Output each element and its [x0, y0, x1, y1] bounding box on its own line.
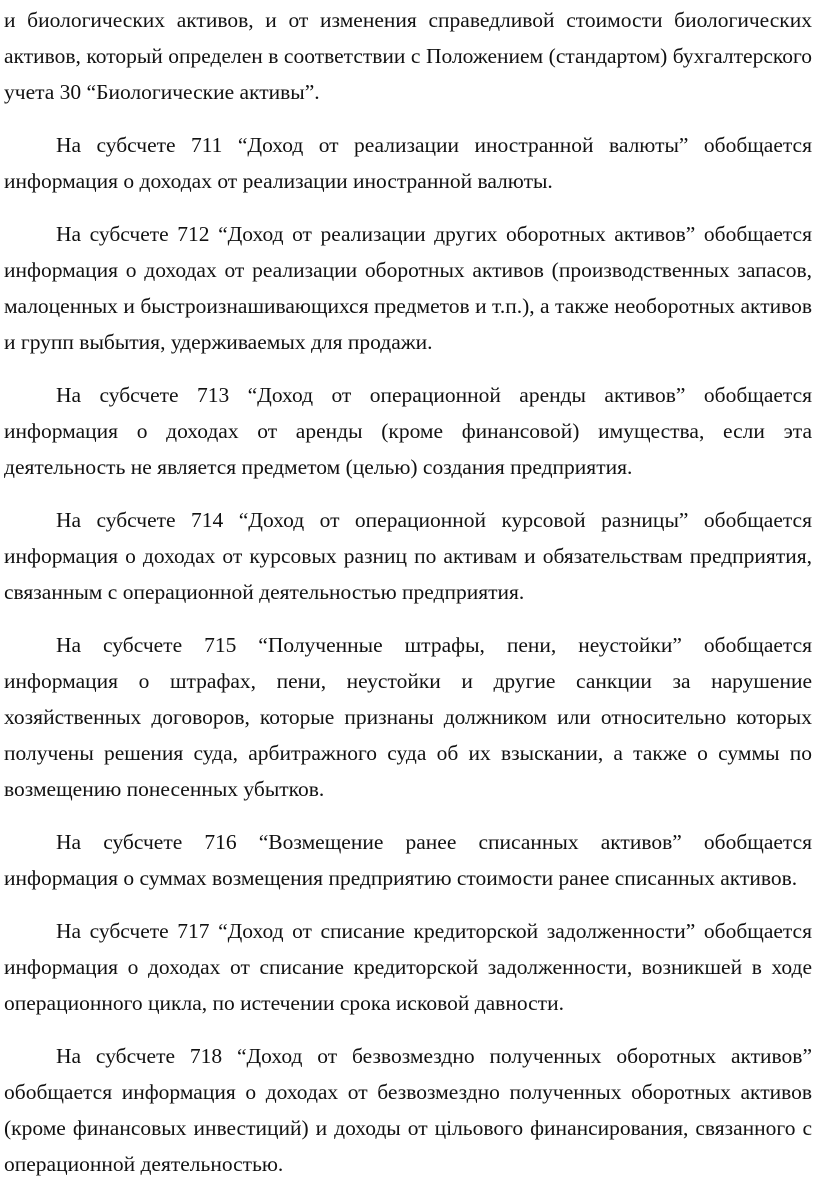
paragraph-subaccount-715: На субсчете 715 “Полученные штрафы, пени, неустойки” обобщается информация о штрафах, пени, неустойки и другие санкции за нарушение хозяйственных договоров, которые признаны должником или относительно которых получены решения суда, арбитражного суда об их взыскании, а также о суммы по возмещению понесенных убытков. [4, 633, 812, 801]
paragraph-subaccount-713: На субсчете 713 “Доход от операционной аренды активов” обобщается информация о доходах от аренды (кроме финансовой) имущества, если эта деятельность не является предметом (целью) создания предприятия. [4, 383, 812, 479]
paragraph-subaccount-718: На субсчете 718 “Доход от безвозмездно полученных оборотных активов” обобщается информация о доходах от безвозмездно полученных оборотных активов (кроме финансовых инвестиций) и доходы от цільового финансирования, связанного с операционной деятельностью. [4, 1044, 812, 1176]
paragraph-subaccount-711: На субсчете 711 “Доход от реализации иностранной валюты” обобщается информация о доходах от реализации иностранной валюты. [4, 133, 812, 193]
paragraph-subaccount-717: На субсчете 717 “Доход от списание кредиторской задолженности” обобщается информация о доходах от списание кредиторской задолженности, возникшей в ходе операционного цикла, по истечении срока исковой давности. [4, 919, 812, 1015]
paragraph-continuation: и биологических активов, и от изменения справедливой стоимости биологических активов, который определен в соответствии с Положением (стандартом) бухгалтерского учета 30 “Биологические активы”. [4, 8, 812, 104]
paragraph-subaccount-716: На субсчете 716 “Возмещение ранее списанных активов” обобщается информация о суммах возмещения предприятию стоимости ранее списанных активов. [4, 830, 812, 890]
paragraph-subaccount-714: На субсчете 714 “Доход от операционной курсовой разницы” обобщается информация о доходах от курсовых разниц по активам и обязательствам предприятия, связанным с операционной деятельностью предприятия. [4, 508, 812, 604]
paragraph-subaccount-712: На субсчете 712 “Доход от реализации других оборотных активов” обобщается информация о доходах от реализации оборотных активов (производственных запасов, малоценных и быстроизнашивающихся предметов и т.п.), а также необоротных активов и групп выбытия, удерживаемых для продажи. [4, 222, 812, 354]
